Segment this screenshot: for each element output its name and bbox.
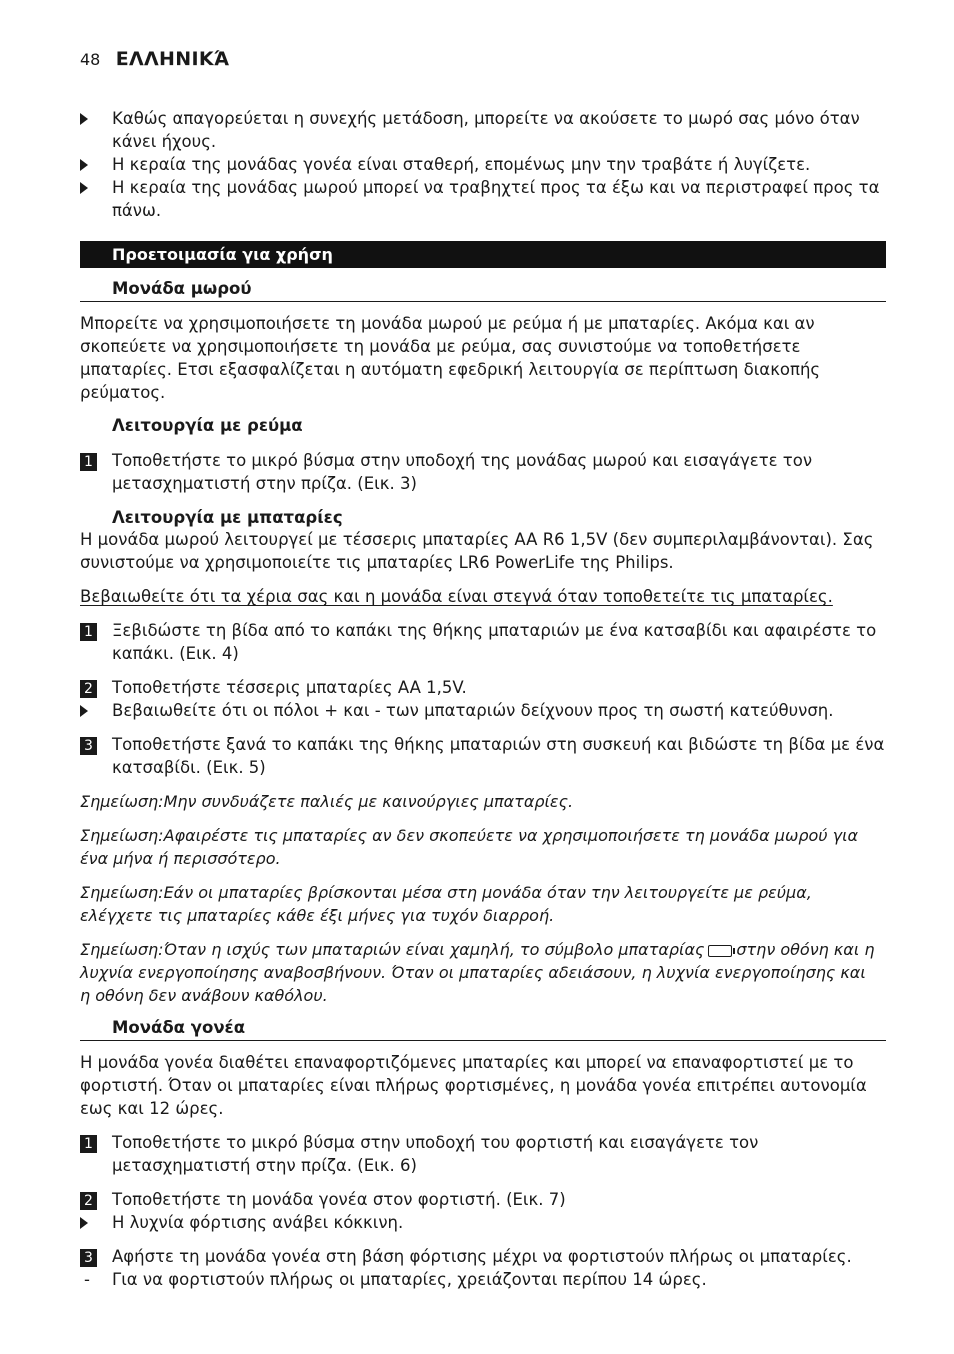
language-title: ΕΛΛΗΝΙΚΆ — [115, 48, 230, 70]
parent-step-1: 1 Τοποθετήστε το μικρό βύσμα στην υποδοχή του φορτιστή και εισαγάγετε τον μετασχηματιστή στην πρίζα. (Εικ. 6) — [80, 1131, 886, 1177]
intro-bullet: Η κεραία της μονάδας γονέα είναι σταθερή, επομένως μην την τραβάτε ή λυγίζετε. — [80, 153, 886, 176]
parent-step-2-bullet: Η λυχνία φόρτισης ανάβει κόκκινη. — [80, 1211, 886, 1234]
step-number-badge: 1 — [80, 623, 97, 641]
bullet-triangle-icon — [80, 705, 88, 717]
section-heading-bar — [80, 241, 886, 268]
mains-heading: Λειτουργία με ρεύμα — [112, 416, 303, 435]
dash-marker: - — [84, 1270, 90, 1289]
parent-step-3: 3 Αφήστε τη μονάδα γονέα στη βάση φόρτισης μέχρι να φορτιστούν πλήρως οι μπαταρίες. — [80, 1245, 886, 1268]
step-number-badge: 1 — [80, 453, 97, 471]
battery-step-3: 3 Τοποθετήστε ξανά το καπάκι της θήκης μπαταριών στη συσκευή και βιδώστε τη βίδα με ένα κατσαβίδι. (Εικ. 5) — [80, 733, 886, 779]
step-number-badge: 3 — [80, 1249, 97, 1267]
bullet-triangle-icon — [80, 182, 88, 194]
parent-step-3-dash: - Για να φορτιστούν πλήρως οι μπαταρίες, χρειάζονται περίπου 14 ώρες. — [84, 1270, 707, 1289]
baby-unit-heading: Μονάδα μωρού — [80, 277, 886, 302]
battery-heading: Λειτουργία με μπαταρίες — [112, 508, 343, 527]
parent-step-2: 2 Τοποθετήστε τη μονάδα γονέα στον φορτιστή. (Εικ. 7) — [80, 1188, 886, 1211]
battery-step-1: 1 Ξεβιδώστε τη βίδα από το καπάκι της θήκης μπαταριών με ένα κατσαβίδι και αφαιρέστε το καπάκι. (Εικ. 4) — [80, 619, 886, 665]
intro-bullet: Καθώς απαγορεύεται η συνεχής μετάδοση, μπορείτε να ακούσετε το μωρό σας μόνο όταν κάνει ήχους. — [80, 107, 886, 153]
bullet-triangle-icon — [80, 159, 88, 171]
parent-unit-intro: Η μονάδα γονέα διαθέτει επαναφορτιζόμενες μπαταρίες και μπορεί να επαναφορτιστεί με το φορτιστή. Όταν οι μπαταρίες είναι πλήρως φορτισμένες, η μονάδα γονέα επιτρέπει αυτονομία εως και 12 ώρες. — [80, 1053, 867, 1118]
parent-unit-heading: Μονάδα γονέα — [80, 1016, 886, 1041]
battery-step-2: 2 Τοποθετήστε τέσσερις μπαταρίες AA 1,5V. — [80, 676, 886, 699]
battery-intro: Η μονάδα μωρού λειτουργεί με τέσσερις μπαταρίες AA R6 1,5V (δεν συμπεριλαμβάνονται). Σας συνιστούμε να χρησιμοποιείτε τις μπαταρίες LR6 PowerLife της Philips. — [80, 530, 874, 572]
step-number-badge: 2 — [80, 680, 97, 698]
step-number-badge: 3 — [80, 737, 97, 755]
note-4: Σημείωση:Όταν η ισχύς των μπαταριών είναι χαμηλή, το σύμβολο μπαταρίας στην οθόνη και η λυχνία ενεργοποίησης αναβοσβήνουν. Όταν οι μπαταρίες αδειάσουν, η λυχνία ενεργοποίησης και η οθόνη δεν ανάβουν καθόλου. — [80, 940, 875, 1005]
step-number-badge: 1 — [80, 1135, 97, 1153]
battery-step-2-bullet: Βεβαιωθείτε ότι οι πόλοι + και - των μπαταριών δείχνουν προς τη σωστή κατεύθυνση. — [80, 699, 886, 722]
note-1: Σημείωση:Μην συνδυάζετε παλιές με καινούργιες μπαταρίες. — [80, 792, 574, 811]
section-title: Προετοιμασία για χρήση — [112, 245, 333, 264]
bullet-triangle-icon — [80, 113, 88, 125]
bullet-triangle-icon — [80, 1217, 88, 1229]
step-number-badge: 2 — [80, 1192, 97, 1210]
note-3: Σημείωση:Εάν οι μπαταρίες βρίσκονται μέσα στη μονάδα όταν την λειτουργείτε με ρεύμα, ελέγχετε τις μπαταρίες κάθε έξι μήνες για τυχόν διαρροή. — [80, 883, 812, 925]
battery-symbol-icon — [708, 945, 732, 957]
note-2: Σημείωση:Αφαιρέστε τις μπαταρίες αν δεν σκοπεύετε να χρησιμοποιήσετε τη μονάδα μωρού για ένα μήνα ή περισσότερο. — [80, 826, 859, 868]
mains-step-1: 1 Τοποθετήστε το μικρό βύσμα στην υποδοχή της μονάδας μωρού και εισαγάγετε τον μετασχηματιστή στην πρίζα. (Εικ. 3) — [80, 449, 886, 495]
page-number: 48 — [80, 50, 101, 69]
intro-bullet: Η κεραία της μονάδας μωρού μπορεί να τραβηχτεί προς τα έξω και να περιστραφεί προς τα πάνω. — [80, 176, 886, 222]
baby-unit-intro: Μπορείτε να χρησιμοποιήσετε τη μονάδα μωρού με ρεύμα ή με μπαταρίες. Ακόμα και αν σκοπεύετε να χρησιμοποιήσετε τη μονάδα με ρεύμα, σας συνιστούμε να τοποθετήσετε μπαταρίες. Ετσι εξασφαλίζεται η αυτόματη εφεδρική λειτουργία σε περίπτωση διακοπής ρεύματος. — [80, 314, 821, 402]
page-header — [80, 48, 229, 70]
battery-warning: Βεβαιωθείτε ότι τα χέρια σας και η μονάδα είναι στεγνά όταν τοποθετείτε τις μπαταρίες. — [80, 587, 833, 606]
